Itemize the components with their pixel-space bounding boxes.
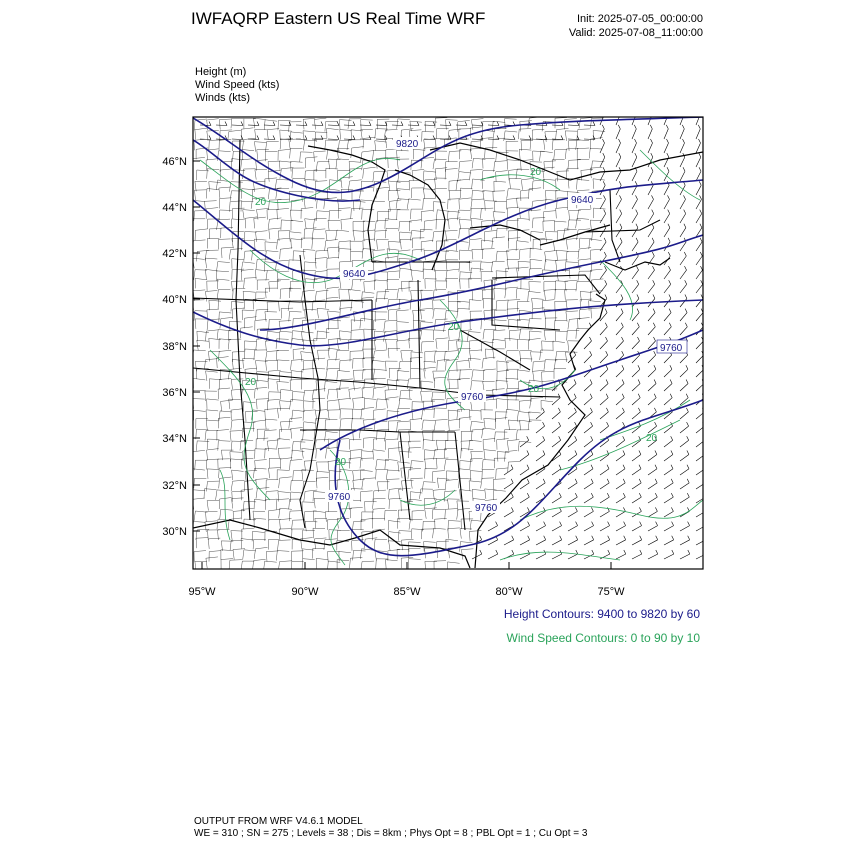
height-label-1: 9640 [571, 195, 594, 206]
model-info-line-2: WE = 310 ; SN = 275 ; Levels = 38 ; Dis = 8km ; Phys Opt = 8 ; PBL Opt = 1 ; Cu Opt = 3 [194, 828, 588, 839]
lat-label: 46°N [162, 156, 187, 168]
lat-label: 44°N [162, 202, 187, 214]
lon-label: 75°W [597, 586, 625, 598]
lon-label: 95°W [188, 586, 216, 598]
field-winds: Winds (kts) [195, 92, 250, 104]
lat-label: 38°N [162, 341, 187, 353]
height-label-6: 9760 [475, 503, 498, 514]
lat-label: 40°N [162, 294, 187, 306]
longitude-axis [188, 562, 625, 598]
height-contours-legend: Height Contours: 9400 to 9820 by 60 [503, 607, 700, 621]
wind-label-5: 20 [530, 167, 542, 178]
lat-label: 30°N [162, 526, 187, 538]
wind-label-0: 20 [646, 433, 658, 444]
wind-label-1: 20 [528, 384, 540, 395]
lon-label: 80°W [495, 586, 523, 598]
lon-label: 90°W [291, 586, 319, 598]
lat-label: 34°N [162, 433, 187, 445]
init-time: Init: 2025-07-05_00:00:00 [577, 13, 703, 25]
height-label-5: 9760 [328, 492, 351, 503]
height-contours [193, 117, 703, 556]
wind-label-3: 20 [255, 197, 267, 208]
wind-label-2: 20 [448, 322, 460, 333]
lat-label: 42°N [162, 248, 187, 260]
height-label-3: 9760 [660, 343, 683, 354]
page-title: IWFAQRP Eastern US Real Time WRF [191, 9, 486, 28]
model-info-line-1: OUTPUT FROM WRF V4.6.1 MODEL [194, 816, 363, 827]
county-borders [192, 117, 606, 572]
lat-label: 36°N [162, 387, 187, 399]
map-frame [193, 117, 703, 569]
field-wind-speed: Wind Speed (kts) [195, 79, 280, 91]
valid-time: Valid: 2025-07-08_11:00:00 [568, 27, 703, 39]
field-height: Height (m) [195, 66, 247, 78]
lon-label: 85°W [393, 586, 421, 598]
county-mesh-path [192, 117, 606, 572]
height-label-0: 9820 [396, 139, 419, 150]
height-label-4: 9760 [461, 392, 484, 403]
wind-label-6: 20 [335, 457, 347, 468]
wind-speed-contours-legend: Wind Speed Contours: 0 to 90 by 10 [506, 631, 700, 645]
height-label-2: 9640 [343, 269, 366, 280]
lat-label: 32°N [162, 480, 187, 492]
wind-label-4: 20 [245, 377, 257, 388]
